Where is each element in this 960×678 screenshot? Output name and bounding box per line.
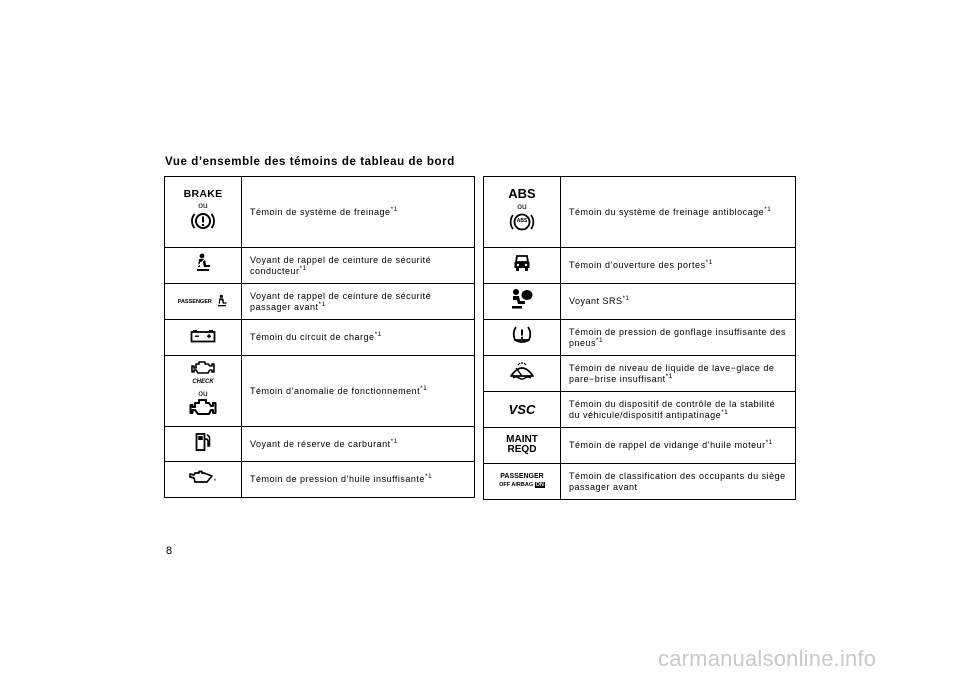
description-text: Voyant SRS	[569, 296, 623, 306]
description-text: Témoin de système de freinage	[250, 206, 391, 217]
footnote-mark: *1	[721, 408, 729, 416]
description-cell	[242, 248, 475, 284]
description-cell	[561, 248, 796, 284]
icon-cell	[165, 320, 242, 356]
maint-reqd-icon	[506, 435, 538, 455]
fuel-pump-icon	[195, 432, 211, 457]
airbag-label: AIRBAG	[511, 481, 534, 488]
description-cell	[561, 464, 796, 500]
footnote-mark: *1	[318, 300, 326, 308]
icon-cell	[165, 356, 242, 427]
description-cell	[561, 356, 796, 392]
description-text: Témoin de classification des occupants du siège passager avant	[569, 470, 786, 492]
table-row	[165, 320, 475, 356]
description-text: Témoin de niveau de liquide de lave−glace de pare−brise insuffisant	[569, 362, 775, 384]
description-cell	[242, 177, 475, 248]
icon-cell	[484, 356, 561, 392]
description-cell	[561, 428, 796, 464]
description-text: Témoin de rappel de vidange d’huile moteur	[569, 440, 766, 450]
description-text: Témoin d’anomalie de fonctionnement	[250, 385, 421, 396]
page-title: Vue d’ensemble des témoins de tableau de bord	[165, 156, 455, 168]
footnote-mark: *1	[299, 264, 307, 272]
maint-label: MAINT	[506, 433, 538, 445]
reqd-label: REQD	[507, 443, 537, 455]
icon-cell	[484, 464, 561, 500]
icon-cell	[484, 392, 561, 428]
footnote-mark: *1	[374, 331, 382, 338]
footnote-mark: *1	[596, 336, 604, 344]
footnote-mark: *1	[622, 295, 630, 302]
passenger-label: PASSENGER	[500, 472, 544, 480]
washer-fluid-icon	[509, 361, 535, 386]
icon-cell	[484, 248, 561, 284]
footnote-mark: *1	[765, 439, 773, 446]
icon-cell	[165, 284, 242, 320]
table-row	[165, 356, 475, 427]
table-row	[484, 356, 796, 392]
or-label: ou	[517, 200, 527, 211]
check-label: CHECK	[192, 379, 214, 385]
passenger-seatbelt-icon	[178, 293, 229, 311]
description-text: Voyant de rappel de ceinture de sécurité passager avant	[250, 290, 432, 312]
description-cell	[561, 320, 796, 356]
brake-circle-icon	[191, 210, 215, 237]
footnote-mark: *1	[390, 205, 398, 213]
seatbelt-icon	[194, 253, 212, 278]
abs-circle-label: ABS	[516, 217, 528, 224]
description-cell	[242, 356, 475, 427]
description-cell	[561, 177, 796, 248]
table-row	[484, 248, 796, 284]
table-row	[165, 248, 475, 284]
abs-circle-icon	[509, 211, 535, 233]
door-open-icon	[513, 253, 531, 278]
icon-cell	[484, 284, 561, 320]
icon-cell	[484, 428, 561, 464]
icon-cell	[165, 248, 242, 284]
description-text: Témoin de pression d’huile insuffisante	[250, 474, 425, 484]
or-label: ou	[198, 199, 208, 210]
or-label: ou	[198, 388, 208, 398]
table-row	[484, 392, 796, 428]
footnote-mark: *1	[764, 205, 772, 213]
page-number: 8	[166, 545, 173, 557]
passenger-label: PASSENGER	[177, 298, 212, 305]
description-text: Témoin du système de freinage antiblocage	[569, 206, 765, 217]
description-cell	[242, 320, 475, 356]
icon-cell	[484, 320, 561, 356]
table-row	[484, 284, 796, 320]
table-row	[484, 320, 796, 356]
brake-text-icon: BRAKE	[183, 187, 223, 200]
passenger-airbag-icon	[499, 473, 545, 489]
srs-airbag-icon	[510, 288, 534, 315]
airbag-status-line	[499, 481, 545, 489]
oil-can-icon	[189, 470, 217, 489]
description-cell	[242, 284, 475, 320]
description-text: Voyant de réserve de carburant	[250, 438, 391, 449]
description-text: Témoin de pression de gonflage insuffisante des pneus	[569, 326, 786, 348]
warning-lights-table-right	[483, 176, 796, 500]
table-row	[484, 428, 796, 464]
description-cell	[561, 284, 796, 320]
description-text: Témoin du dispositif de contrôle de la stabilité du véhicule/dispositif antipatinage	[569, 398, 776, 420]
check-engine-icon	[191, 361, 215, 385]
description-text: Témoin du circuit de charge	[250, 332, 375, 342]
description-cell	[242, 462, 475, 498]
watermark: carmanualsonline.info	[658, 646, 877, 671]
icon-cell	[165, 462, 242, 498]
on-label: ON	[535, 481, 544, 488]
tire-pressure-icon	[511, 325, 533, 350]
table-row	[165, 462, 475, 498]
table-row	[165, 427, 475, 462]
footnote-mark: *1	[665, 372, 673, 380]
icon-cell	[165, 177, 242, 248]
footnote-mark: *1	[424, 473, 433, 480]
engine-icon	[189, 398, 217, 421]
icon-cell	[484, 177, 561, 248]
description-text: Voyant de rappel de ceinture de sécurité conducteur	[250, 254, 432, 276]
warning-lights-table-left	[164, 176, 475, 498]
vsc-icon: VSC	[508, 401, 536, 417]
table-row	[484, 177, 796, 248]
description-cell	[242, 427, 475, 462]
footnote-mark: *1	[705, 259, 713, 266]
description-cell	[561, 392, 796, 428]
description-text: Témoin d’ouverture des portes	[569, 260, 706, 270]
footnote-mark: *1	[420, 384, 428, 392]
icon-cell	[165, 427, 242, 462]
table-row	[165, 177, 475, 248]
footnote-mark: *1	[390, 437, 398, 445]
table-row	[165, 284, 475, 320]
off-label: OFF	[499, 481, 511, 488]
table-row	[484, 464, 796, 500]
abs-text-icon: ABS	[508, 185, 536, 201]
battery-icon	[190, 327, 216, 348]
